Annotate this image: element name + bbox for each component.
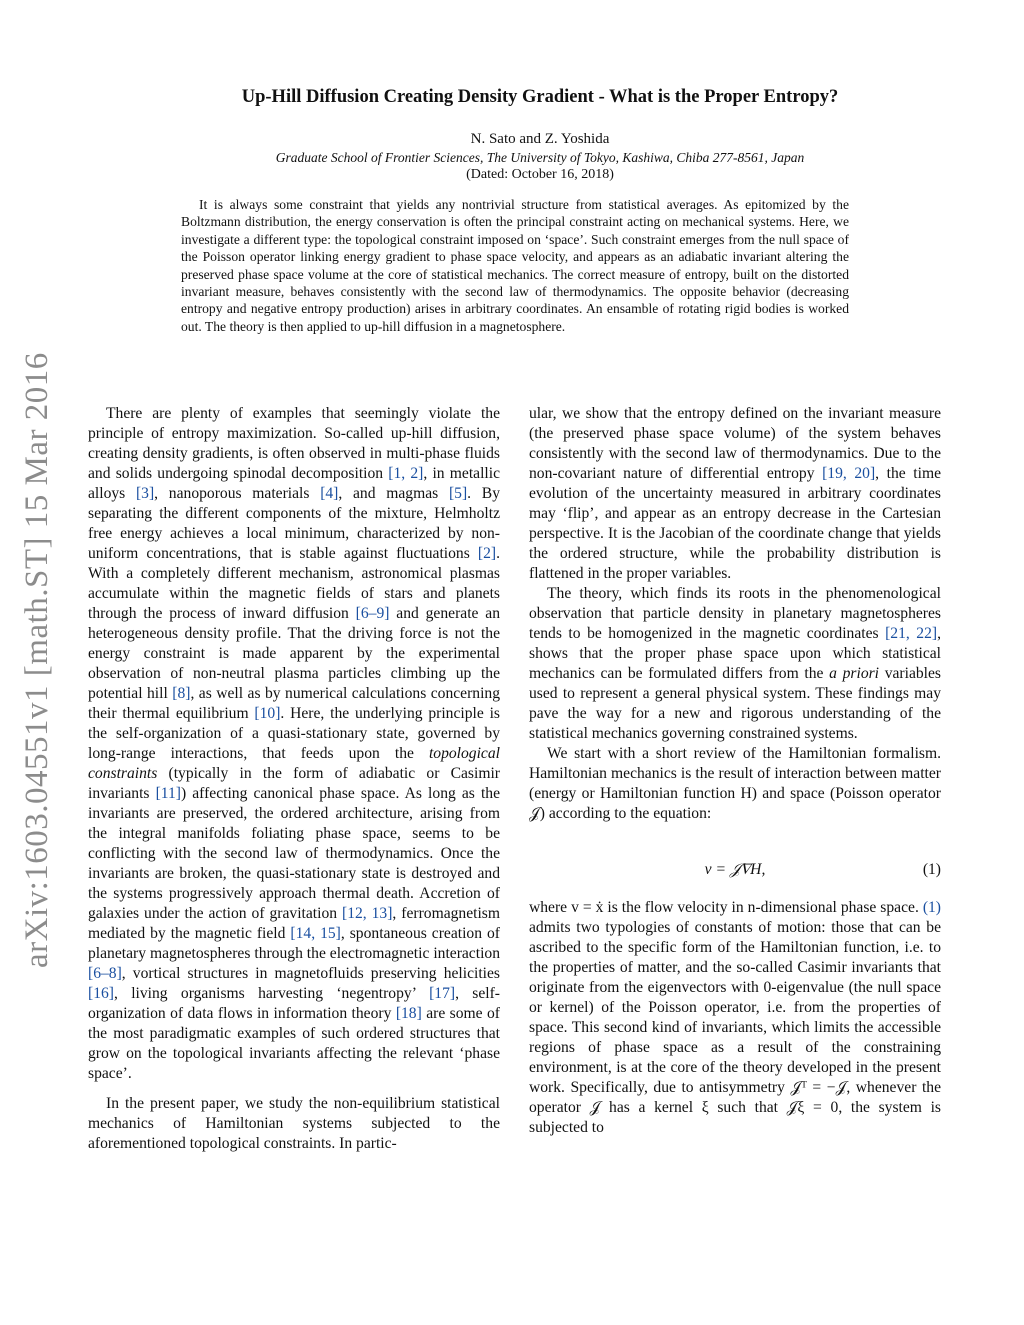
abstract: It is always some constraint that yields any nontrivial structure from statistical averages. As epitomized by the Boltzmann distribution, the energy conservation is often the principal constraint acting on mechanical systems. Here, we investigate a different type: the topological constraint imposed on ‘space’. Such constraint emerges from the null space of the Poisson operator linking energy gradient to phase space velocity, and appears as an adiabatic invariant altering the preserved phase space volume at the core of statistical mechanics. The correct measure of entropy, built on the distorted invariant measure, behaves consistently with the second law of thermodynamics. The opposite behavior (decreasing entropy and negative entropy production) arises in arbitrary coordinates. An ensamble of rotating rigid bodies is worked out. The theory is then applied to up-hill diffusion in a magnetosphere. bbox=[181, 197, 849, 334]
citation-link[interactable]: [3] bbox=[135, 485, 155, 502]
date-line: (Dated: October 16, 2018) bbox=[466, 167, 614, 182]
equation-1 bbox=[529, 860, 941, 880]
citation-link[interactable]: [17] bbox=[429, 985, 456, 1002]
intro-paragraph-2: In the present paper, we study the non-equilibrium statistical mechanics of Hamiltonian systems subjected to the aforementioned topological constraints. In partic- bbox=[88, 1095, 500, 1152]
citation-link[interactable]: [4] bbox=[320, 485, 339, 502]
citation-link[interactable]: [10] bbox=[254, 705, 281, 722]
citation-link[interactable]: [6–9] bbox=[355, 605, 390, 622]
affiliation: Graduate School of Frontier Sciences, The University of Tokyo, Kashiwa, Chiba 277-8561, Japan bbox=[275, 150, 805, 165]
equation-ref-link[interactable]: (1) bbox=[922, 899, 941, 916]
citation-link[interactable]: [14, 15] bbox=[290, 925, 341, 942]
intro-paragraph-1: There are plenty of examples that seemingly violate the principle of entropy maximization. So-called up-hill diffusion, creating density gradients, is often observed in multi-phase fluids and solids undergoing spinodal decomposition [1, 2], in metallic alloys [3], nanoporous materials [4], and magmas [5]. By separating the different components of the mixture, Helmholtz free energy achieves a local minimum, characterized by non-uniform concentrations, that is stable against fluctuations [2]. With a completely different mechanism, astronomical plasmas accumulate within the magnetic fields of stars and planets through the process of inward diffusion [6–9] and generate an heterogeneous density profile. That the driving force is not the energy constraint is made apparent by the experimental observation of non-neutral plasma particles climbing up the potential hill [8], as well as by numerical calculations concerning their thermal equilibrium [10]. Here, the underlying principle is the self-organization of a quasi-stationary state, governed by long-range interactions, that feeds upon the topological constraints (typically in the form of adiabatic or Casimir invariants [11]) affecting canonical phase space. As long as the invariants are preserved, the ordered architecture, arising from the integral manifolds foliating phase space, seems to be conflicting with the second law of thermodynamics. Once the invariants are broken, the quasi-stationary state is destroyed and the systems progressively approach thermal death. Accretion of galaxies under the action of gravitation [12, 13], ferromagnetism mediated by the magnetic field [14, 15], spontaneous creation of planetary magnetospheres through the electromagnetic interaction [6–8], vortical structures in magnetofluids preserving helicities [16], living organisms harvesting ‘negentropy’ [17], self-organization of data flows in information theory [18] are some of the most paradigmatic examples of such ordered structures that grow on the topological invariants affecting the relevant ‘phase space’. bbox=[88, 405, 501, 1082]
citation-link[interactable]: [1, 2] bbox=[388, 465, 424, 482]
authors: N. Sato and Z. Yoshida bbox=[470, 131, 610, 147]
paper-title: Up-Hill Diffusion Creating Density Gradient - What is the Proper Entropy? bbox=[241, 87, 839, 107]
citation-link[interactable]: [12, 13] bbox=[342, 905, 393, 922]
citation-link[interactable]: [19, 20] bbox=[822, 465, 876, 482]
body-paragraph-2: The theory, which finds its roots in the phenomenological observation that particle density in planetary magnetospheres tends to be homogenized in the magnetic coordinates [21, 22], shows that the proper phase space upon which statistical mechanics can be formulated differs from the a priori variables used to represent a general physical system. These findings may pave the way for a new and rigorous understanding of the statistical mechanics governing constrained systems. bbox=[529, 585, 942, 742]
citation-link[interactable]: [5] bbox=[448, 485, 468, 502]
citation-link[interactable]: [21, 22] bbox=[885, 625, 938, 642]
citation-link[interactable]: [6–8] bbox=[88, 965, 122, 982]
body-paragraph-1: ular, we show that the entropy defined on the invariant measure (the preserved phase space volume) of the system behaves consistently with the second law of thermodynamics. Due to the non-covariant nature of differential entropy [19, 20], the time evolution of the uncertainty measured in arbitrary coordinates may ‘flip’, and appear as an entropy decrease in the Cartesian perspective. It is the Jacobian of the coordinate change that yields the ordered structure, while the probability distribution is flattened in the proper variables. bbox=[529, 405, 941, 582]
equation-number: (1) bbox=[922, 861, 941, 878]
body-paragraph-3: We start with a short review of the Hamiltonian formalism. Hamiltonian mechanics is the result of interaction between matter (energy or Hamiltonian function H) and space (Poisson operator 𝒥) according to the equation: bbox=[529, 745, 941, 822]
left-column bbox=[88, 404, 500, 1154]
citation-link[interactable]: [11] bbox=[155, 785, 181, 802]
equation-body: v = 𝒥∇H, bbox=[704, 861, 766, 878]
citation-link[interactable]: [8] bbox=[172, 685, 191, 702]
citation-link[interactable]: [2] bbox=[477, 545, 497, 562]
right-column bbox=[529, 404, 941, 1138]
arxiv-identifier: arXiv:1603.04551v1 [math.ST] 15 Mar 2016 bbox=[19, 352, 55, 968]
body-paragraph-4: where v = ẋ is the flow velocity in n-dimensional phase space. (1) admits two typologies of constants of motion: those that can be ascribed to the specific form of the Hamiltonian function, i.e. to the properties of matter, and the so-called Casimir invariants that originate from the eigenvectors with 0-eigenvalue (the null space or kernel) of the Poisson operator, i.e. from the properties of space. This second kind of invariants, which limits the accessible regions of phase space as a result of the constraining environment, is at the core of the theory developed in the present work. Specifically, due to antisymmetry 𝒥ᵀ = −𝒥, whenever the operator 𝒥 has a kernel ξ such that 𝒥ξ = 0, the system is subjected to bbox=[529, 899, 941, 1136]
citation-link[interactable]: [16] bbox=[88, 985, 114, 1002]
citation-link[interactable]: [18] bbox=[395, 1005, 422, 1022]
